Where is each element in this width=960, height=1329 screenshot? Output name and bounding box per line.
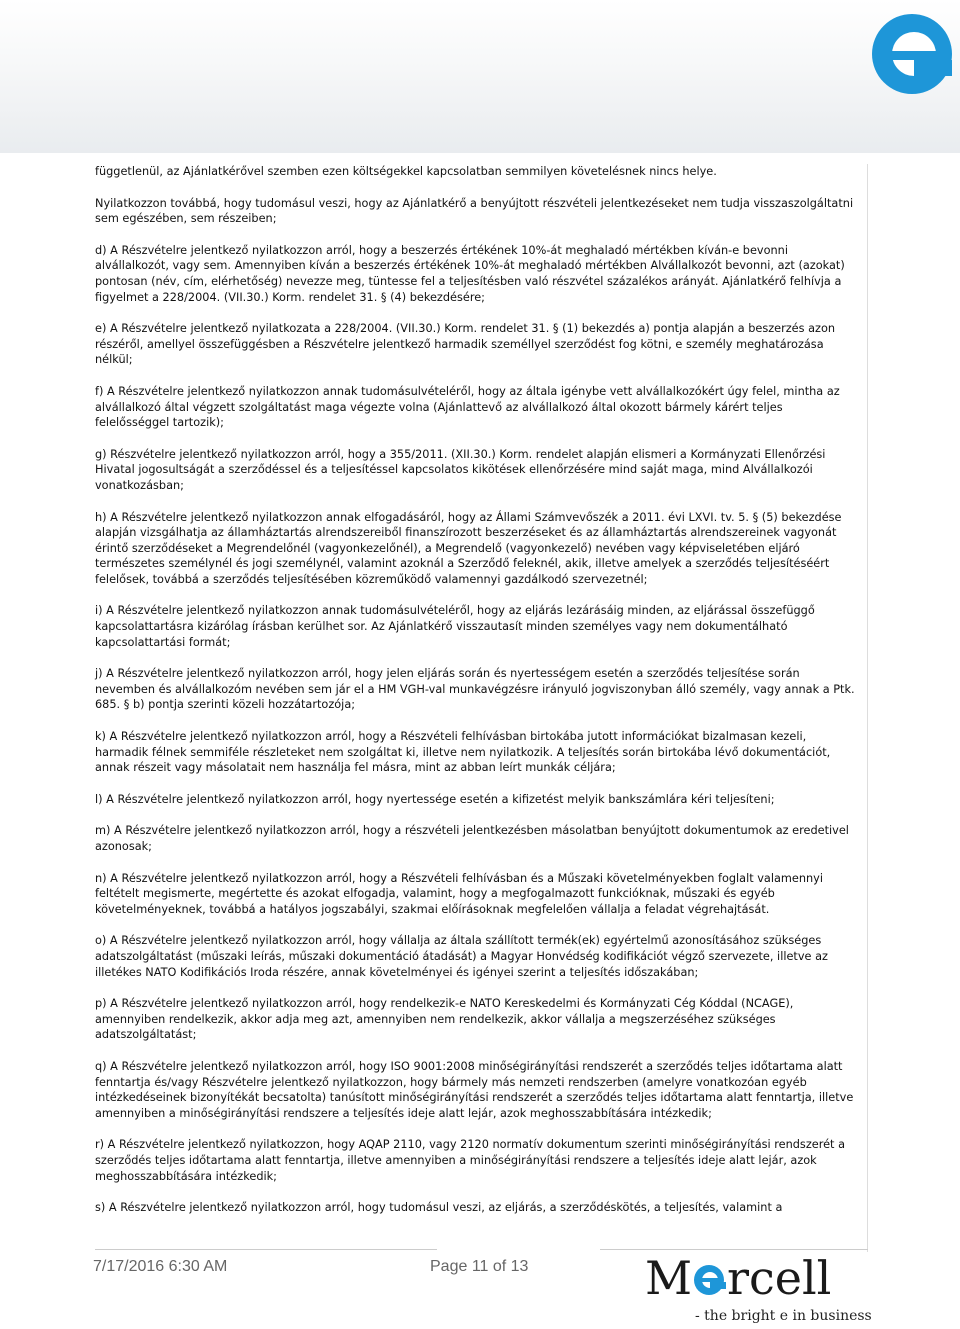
paragraph: függetlenül, az Ajánlatkérővel szemben ezen költségekkel kapcsolatban semmilyen követelésnek nincs helye.: [95, 165, 717, 178]
svg-text:M: M: [645, 1252, 693, 1302]
paragraph: i) A Részvételre jelentkező nyilatkozzon annak tudomásulvételéről, hogy az eljárás lezárásáig minden, az eljárással összefüggő kapcsolattartásra kizárólag írásban kerülhet sor. Az Ajánlatkérő visszautasít minden személyes vagy nem dokumentálható kapcsolattartási formát;: [95, 604, 815, 649]
paragraph: d) A Részvételre jelentkező nyilatkozzon arról, hogy a beszerzés értékének 10%-át meghaladó mértékben kíván-e bevonni alvállalkozót, vagy sem. Amennyiben kíván a beszerzés értékének 10%-át meghaladó mértékben Alvállalkozót bevonni, azt (azokat) pontosan (név, cím, elérhetőség) nevezze meg, tüntesse fel a teljesítésben való részvétel százalékos arányát. Ajánlatkérő felhívja a figyelmet a 228/2004. (VII.30.) Korm. rendelet 31. § (4) bekezdésére;: [95, 243, 845, 304]
footer-rule-right: [600, 1249, 868, 1250]
paragraph: f) A Részvételre jelentkező nyilatkozzon annak tudomásulvételéről, hogy az általa igénybe vett alvállalkozókért úgy felel, mintha az alvállalkozó által végzett szolgáltatást maga végezte volna (Ajánlattevő az alvállalkozó által okozott bármely kárért teljes felelősséggel tartozik);: [95, 384, 840, 430]
paragraph: Nyilatkozzon továbbá, hogy tudomásul veszi, hogy az Ajánlatkérő a benyújtott részvételi jelentkezéseket nem tudja visszaszolgáltatni sem egészében, sem részeiben;: [95, 196, 854, 226]
svg-text:rcell: rcell: [727, 1252, 832, 1302]
paragraph: p) A Részvételre jelentkező nyilatkozzon arról, hogy rendelkezik-e NATO Kereskedelmi és Kormányzati Cég Kóddal (NCAGE), amennyiben rendelkezik, akkor adja meg azt, amennyiben nem rendelkezik, akkor vállalja a megszerzéséhez szükséges adatszolgáltatást;: [95, 997, 794, 1042]
document-body: [95, 164, 855, 1232]
paragraph: n) A Részvételre jelentkező nyilatkozzon arról, hogy a Részvételi felhívásban és a Műszaki követelményekben foglalt valamennyi feltételt megismerte, megértette és azokat elfogadja, valamint, hogy a megfogalmazott funkcióknak, műszaki és egyéb követelményeknek, továbbá a hatályos jogszabályi, szakmai előírásoknak megfelelően vállalja a feladat végrehajtását.: [95, 871, 824, 916]
paragraph: h) A Részvételre jelentkező nyilatkozzon annak elfogadásáról, hogy az Állami Számvevőszék a 2011. évi LXVI. tv. 5. § (5) bekezdése alapján vizsgálhatja az államháztartás alrendszereiből finanszírozott beszerzéseket és az államháztartás alrendszereinek vagyonát érintő szerződéseket a Megrendelőnél (vagyonkezelőnél), a Megrendelő (vagyonkezelő) nevében vagy képviseletében eljáró természetes személynél és jogi személynél, valamint azoknál a Szerződő feleknél, akik, illetve amelyek a szerződés teljesítéséért felelősek, továbbá a szerződés teljesítésében közreműködő valamennyi gazdálkodó szervezetnél;: [95, 510, 842, 586]
paragraph: r) A Részvételre jelentkező nyilatkozzon, hogy AQAP 2110, vagy 2120 normatív dokumentum szerinti minőségirányítási rendszerét a szerződés teljes időtartama alatt fenntartja, illetve amennyiben a minőségirányítási rendszere a teljesítés ideje alatt lejár, azok meghosszabbítására intézkedik;: [95, 1138, 845, 1183]
header-band: [0, 0, 960, 153]
paragraph: q) A Részvételre jelentkező nyilatkozzon arról, hogy ISO 9001:2008 minőségirányítási rendszerét a szerződés teljes időtartama alatt fenntartja és/vagy Részvételre jelentkező nyilatkozzon, hogy bármely más nemzeti rendszerben (amelyre vonatkozóan egyéb intézkedéseinek bizonyítékát becsatolta) tanúsított minőségirányítási rendszerét a szerződés teljes időtartama alatt fenntartja, illetve amennyiben a minőségirányítási rendszere a teljesítés ideje alatt lejár, azok meghosszabbítására intézkedik;: [95, 1059, 854, 1120]
margin-rule: [867, 164, 868, 1252]
brand-tagline: - the bright e in business: [695, 1308, 872, 1324]
marcell-logo: [645, 1252, 855, 1302]
paragraph: l) A Részvételre jelentkező nyilatkozzon arról, hogy nyertessége esetén a kifizetést melyik bankszámlára kéri teljesíteni;: [95, 792, 775, 806]
paragraph: e) A Részvételre jelentkező nyilatkozata a 228/2004. (VII.30.) Korm. rendelet 31. § (1) bekezdés a) pontja alapján a beszerzés azon részéről, amellyel összefüggésben a Részvételre jelentkező harmadik személlyel szerződést fog kötni, e személy meghatározása nélkül;: [95, 322, 836, 367]
footer-page-number: Page 11 of 13: [430, 1258, 529, 1275]
footer-date: 7/17/2016 6:30 AM: [93, 1258, 228, 1275]
blue-e-logo-icon: [862, 8, 952, 98]
paragraph: j) A Részvételre jelentkező nyilatkozzon arról, hogy jelen eljárás során és nyertességem esetén a szerződés teljesítése során nevemben és alvállalkozóm nevében sem jár el a HM VGH-val munkavégzésre irányuló jogviszonyban álló személy, vagy annak a Ptk. 685. § b) pontja szerinti közeli hozzátartozója;: [95, 667, 855, 712]
paragraph: g) Részvételre jelentkező nyilatkozzon arról, hogy a 355/2011. (XII.30.) Korm. rendelet alapján elismeri a Kormányzati Ellenőrzési Hivatal jogosultságát a szerződéssel és a teljesítéssel kapcsolatos kikötések ellenőrzésére mind saját maga, mind Alvállalkozói vonatkozásban;: [95, 447, 826, 492]
paragraph: s) A Részvételre jelentkező nyilatkozzon arról, hogy tudomásul veszi, az eljárás, a szerződéskötés, a teljesítés, valamint a: [95, 1201, 783, 1215]
paragraph: m) A Részvételre jelentkező nyilatkozzon arról, hogy a részvételi jelentkezésben másolatban benyújtott dokumentumok az eredetivel azonosak;: [95, 824, 849, 853]
footer-rule-left: [95, 1249, 437, 1250]
paragraph: k) A Részvételre jelentkező nyilatkozzon arról, hogy a Részvételi felhívásban birtokába jutott információkat bizalmasan kezeli, harmadik félnek semmiféle részleteket nem szolgáltat ki, illetve nem nyilatkozik. A teljesítés során birtokába lévő dokumentációt, annak részeit vagy másolatait nem használja fel másra, mint az abban leírt munkák céljára;: [95, 730, 831, 775]
paragraph: o) A Részvételre jelentkező nyilatkozzon arról, hogy vállalja az általa szállított termék(ek) egyértelmű azonosításához szükséges adatszolgáltatást (műszaki leírás, műszaki dokumentáció átadását) a Magyar Honvédség kodifikációt végző szervezete, illetve az illetékes NATO Kodifikációs Iroda részére, annak követelményei és igényei szerint a teljesítés időszakában;: [95, 934, 828, 979]
